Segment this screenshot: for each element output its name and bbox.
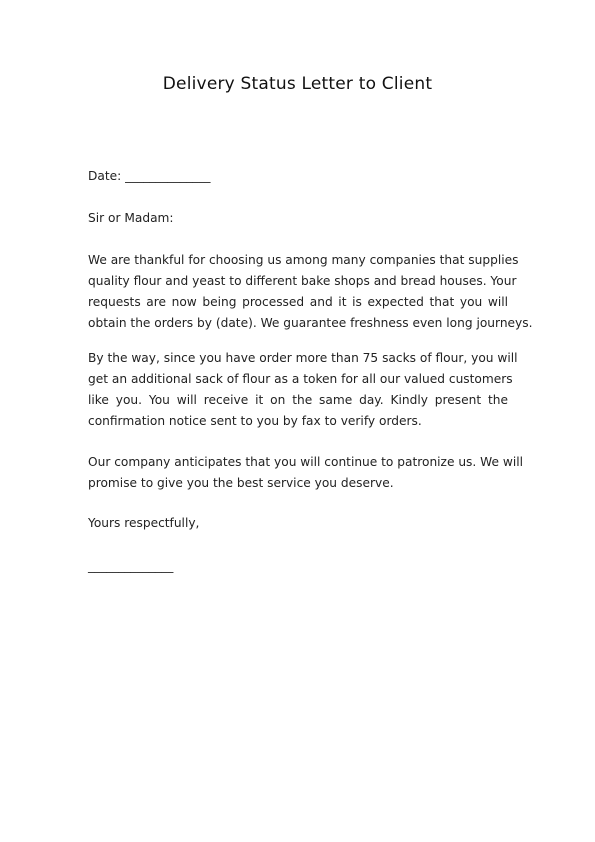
- paragraph-1: [88, 250, 533, 334]
- salutation: Sir or Madam:: [88, 211, 174, 225]
- paragraph-line: confirmation notice sent to you by fax to verify orders.: [88, 414, 422, 428]
- date-line: [88, 166, 508, 187]
- closing: Yours respectfully,: [88, 516, 200, 530]
- paragraph-line: We are thankful for choosing us among many companies that supplies: [88, 253, 519, 267]
- paragraph-line: By the way, since you have order more than 75 sacks of flour, you will: [88, 351, 518, 365]
- paragraph-line: Our company anticipates that you will continue to patronize us. We will: [88, 455, 523, 469]
- signature-blank: ______________: [88, 559, 174, 573]
- date-blank: ______________: [125, 169, 211, 183]
- paragraph-line: get an additional sack of flour as a token for all our valued customers: [88, 372, 513, 386]
- paragraph-line: like you. You will receive it on the same day. Kindly present the: [88, 393, 508, 407]
- paragraph-line: quality flour and yeast to different bake shops and bread houses. Your: [88, 274, 517, 288]
- paragraph-2: [88, 348, 518, 432]
- paragraph-line: obtain the orders by (date). We guarantee freshness even long journeys.: [88, 316, 533, 330]
- letter-title: Delivery Status Letter to Client: [162, 74, 433, 94]
- paragraph-line: promise to give you the best service you deserve.: [88, 476, 394, 490]
- paragraph-3: [88, 452, 523, 494]
- date-label: Date:: [88, 169, 122, 183]
- paragraph-line: requests are now being processed and it is expected that you will: [88, 295, 508, 309]
